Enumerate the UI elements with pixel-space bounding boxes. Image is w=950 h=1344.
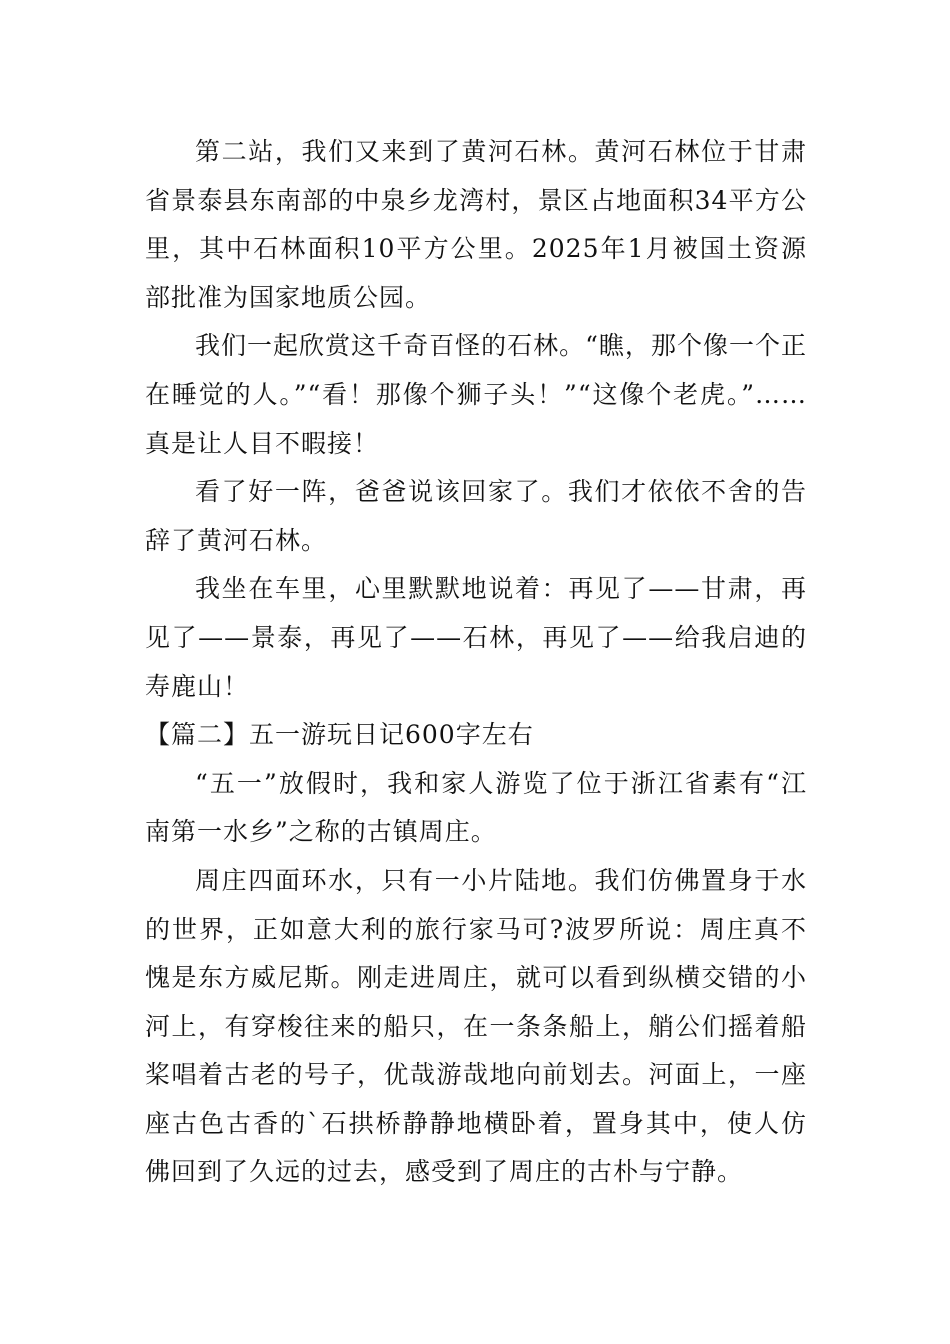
paragraph-stop-two: 第二站，我们又来到了黄河石林。黄河石林位于甘肃省景泰县东南部的中泉乡龙湾村，景区占地面积34平方公里，其中石林面积10平方公里。2025年1月被国土资源部批准为国家地质公园。 xyxy=(145,137,807,312)
section-heading: 【篇二】五一游玩日记600字左右 xyxy=(145,720,534,750)
paragraph-zhouzhuang: 周庄四面环水，只有一小片陆地。我们仿佛置身于水的世界，正如意大利的旅行家马可?波罗所说：周庄真不愧是东方威尼斯。刚走进周庄，就可以看到纵横交错的小河上，有穿梭往来的船只，在一条条船上，艄公们摇着船桨唱着古老的号子，优哉游哉地向前划去。河面上，一座座古色古香的`石拱桥静静地横卧着，置身其中，使人仿佛回到了久远的过去，感受到了周庄的古朴与宁静。 xyxy=(145,865,807,1187)
paragraph-going-home: 看了好一阵，爸爸说该回家了。我们才依依不舍的告辞了黄河石林。 xyxy=(145,477,807,555)
paragraph-may-day: “五一”放假时，我和家人游览了位于浙江省素有“江南第一水乡”之称的古镇周庄。 xyxy=(145,768,807,847)
document-body xyxy=(145,128,807,1197)
paragraph-farewell: 我坐在车里，心里默默地说着：再见了——甘肃，再见了——景泰，再见了——石林，再见了——给我启迪的寿鹿山！ xyxy=(145,574,807,701)
paragraph-stone-forest: 我们一起欣赏这千奇百怪的石林。“瞧，那个像一个正在睡觉的人。”“看！那像个狮子头！”“这像个老虎。”……真是让人目不暇接！ xyxy=(145,331,807,458)
